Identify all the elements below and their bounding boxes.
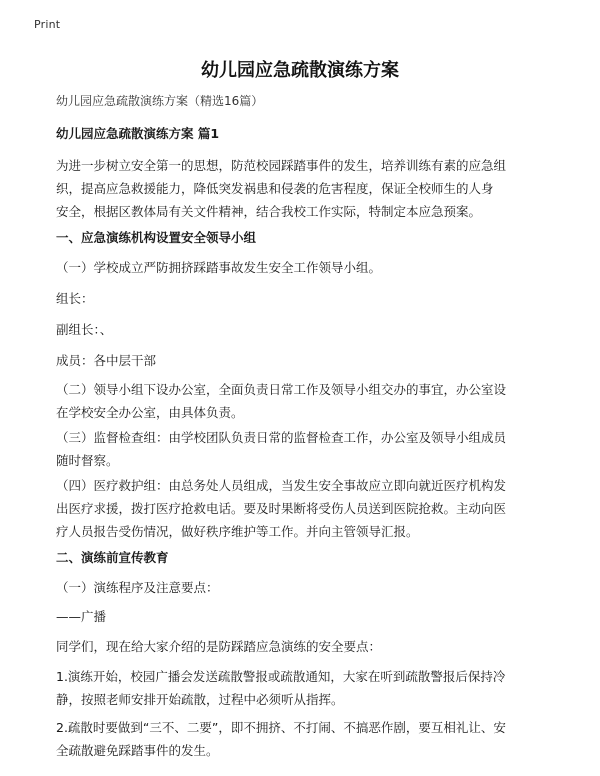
paragraph-deputy-leader: 副组长：、	[56, 322, 113, 337]
paragraph-procedure: （一）演练程序及注意要点：	[56, 580, 219, 595]
paragraph-step1-line-1: 1.演练开始，校园广播会发送疏散警报或疏散通知，大家在听到疏散警报后保持冷	[56, 669, 506, 684]
intro-line-1: 为进一步树立安全第一的思想，防范校园踩踏事件的发生，培养训练有素的应急组	[56, 158, 507, 173]
paragraph-medical-line-1: （四）医疗救护组：由总务处人员组成，当发生安全事故应立即向就近医疗机构发	[56, 478, 507, 493]
heading-1: 一、应急演练机构设置安全领导小组	[56, 230, 257, 245]
paragraph-broadcast: ——广播	[56, 609, 107, 624]
paragraph-1: （一）学校成立严防拥挤踩踏事故发生安全工作领导小组。	[56, 260, 382, 275]
paragraph-office-line-2: 在学校安全办公室，由具体负责。	[56, 405, 244, 420]
document-title: 幼儿园应急疏散演练方案	[201, 60, 399, 81]
heading-2: 二、演练前宣传教育	[56, 550, 169, 565]
print-link[interactable]: Print	[34, 18, 61, 31]
paragraph-leader: 组长：	[56, 291, 94, 306]
paragraph-medical-line-2: 出医疗求援，拨打医疗抢救电话。要及时果断将受伤人员送到医院抢救。主动向医	[56, 501, 507, 516]
paragraph-supervision-line-2: 随时督察。	[56, 453, 119, 468]
paragraph-step1-line-2: 静，按照老师安排开始疏散，过程中必须听从指挥。	[56, 692, 344, 707]
intro-line-3: 安全，根据区教体局有关文件精神，结合我校工作实际，特制定本应急预案。	[56, 204, 482, 219]
section-heading: 幼儿园应急疏散演练方案 篇1	[56, 126, 220, 141]
paragraph-announcement: 同学们，现在给大家介绍的是防踩踏应急演练的安全要点：	[56, 639, 382, 654]
document-subtitle: 幼儿园应急疏散演练方案（精选16篇）	[56, 94, 264, 108]
paragraph-members: 成员：各中层干部	[56, 353, 157, 368]
paragraph-step2-line-1: 2.疏散时要做到“三不、二要”，即不拥挤、不打闹、不搞恶作剧，要互相礼让、安	[56, 720, 506, 735]
paragraph-office-line-1: （二）领导小组下设办公室，全面负责日常工作及领导小组交办的事宜，办公室设	[56, 382, 507, 397]
paragraph-medical-line-3: 疗人员报告受伤情况，做好秩序维护等工作。并向主管领导汇报。	[56, 524, 419, 539]
paragraph-step2-line-2: 全疏散避免踩踏事件的发生。	[56, 743, 219, 758]
paragraph-supervision-line-1: （三）监督检查组：由学校团队负责日常的监督检查工作，办公室及领导小组成员	[56, 430, 507, 445]
intro-line-2: 织，提高应急救援能力，降低突发祸患和侵袭的危害程度，保证全校师生的人身	[56, 181, 494, 196]
